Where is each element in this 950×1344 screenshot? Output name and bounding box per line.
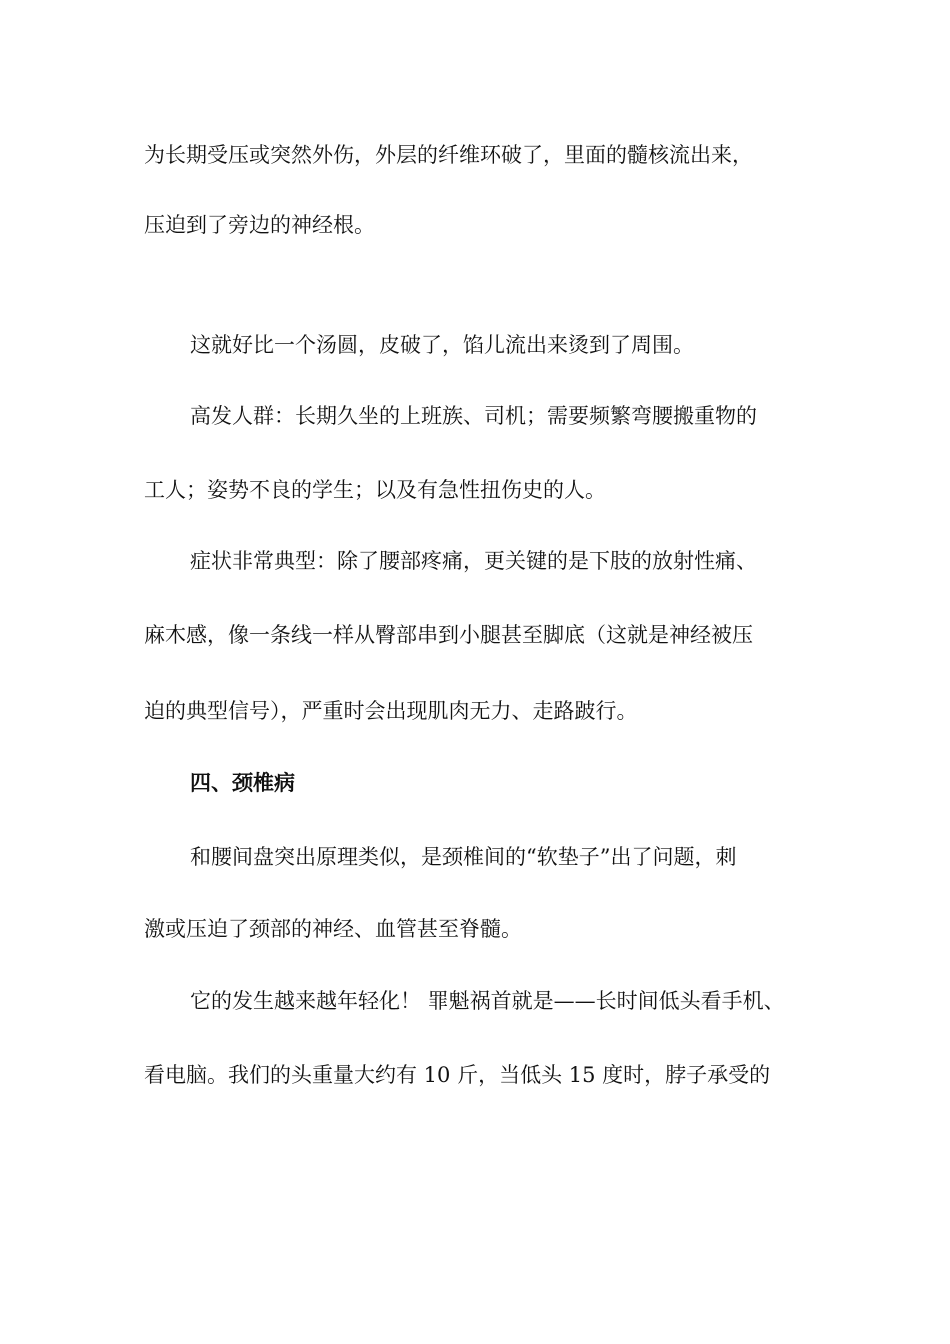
paragraph-line: 看电脑。我们的头重量大约有 10 斤，当低头 15 度时，脖子承受的 — [144, 1063, 771, 1087]
paragraph-line: 和腰间盘突出原理类似，是颈椎间的“软垫子”出了问题，刺 — [190, 845, 737, 869]
paragraph-line: 麻木感，像一条线一样从臀部串到小腿甚至脚底（这就是神经被压 — [144, 623, 753, 647]
section-heading: 四、颈椎病 — [190, 770, 295, 795]
paragraph-line: 工人；姿势不良的学生；以及有急性扭伤史的人。 — [144, 478, 606, 502]
paragraph-line: 压迫到了旁边的神经根。 — [144, 213, 375, 237]
paragraph-line: 高发人群：长期久坐的上班族、司机；需要频繁弯腰搬重物的 — [190, 404, 757, 428]
paragraph-line: 它的发生越来越年轻化！ 罪魁祸首就是——长时间低头看手机、 — [190, 989, 785, 1013]
paragraph-line: 迫的典型信号），严重时会出现肌肉无力、走路跛行。 — [144, 699, 638, 723]
paragraph-line: 这就好比一个汤圆，皮破了，馅儿流出来烫到了周围。 — [190, 333, 694, 357]
paragraph-line: 激或压迫了颈部的神经、血管甚至脊髓。 — [144, 917, 522, 941]
paragraph-line: 为长期受压或突然外伤，外层的纤维环破了，里面的髓核流出来， — [144, 143, 753, 167]
paragraph-line: 症状非常典型：除了腰部疼痛，更关键的是下肢的放射性痛、 — [190, 549, 757, 573]
